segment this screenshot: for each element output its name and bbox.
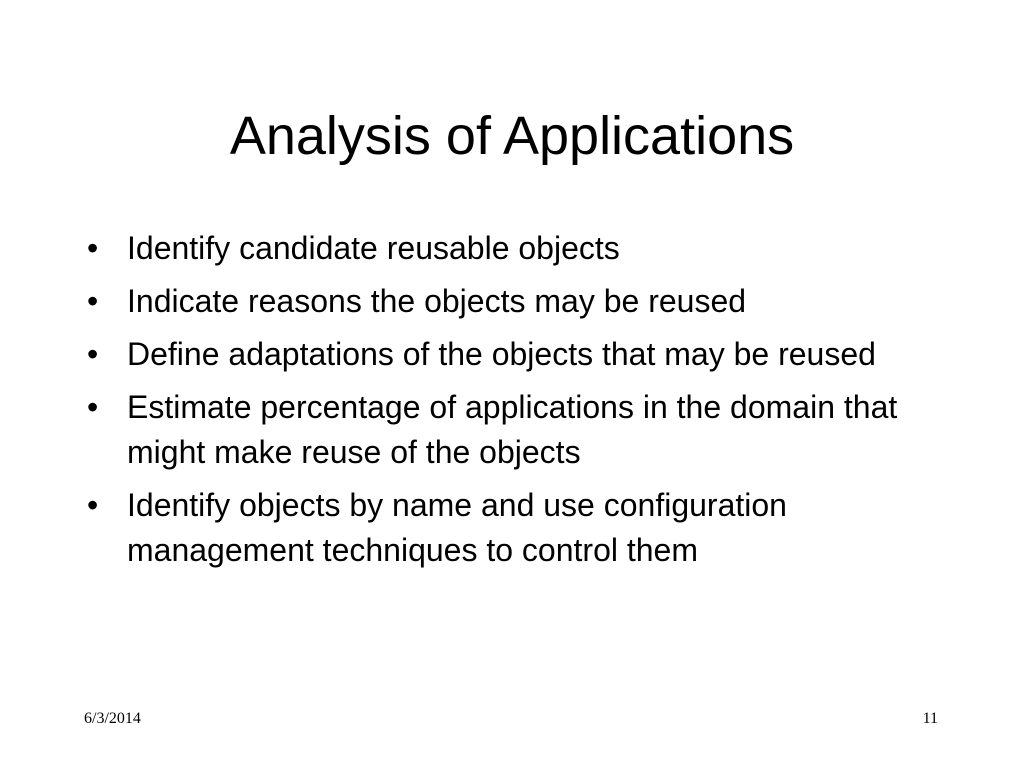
bullet-item xyxy=(87,279,947,324)
bullet-item xyxy=(87,385,947,475)
bullet-text: Indicate reasons the objects may be reused xyxy=(127,283,747,319)
bullet-text: Identify objects by name and use configuration management techniques to control them xyxy=(127,487,787,568)
bullet-icon: • xyxy=(87,336,99,372)
bullet-text: Identify candidate reusable objects xyxy=(127,230,620,266)
bullet-item xyxy=(87,483,947,573)
bullet-text: Estimate percentage of applications in the domain that might make reuse of the objects xyxy=(127,389,898,470)
footer-date: 6/3/2014 xyxy=(84,710,141,727)
bullet-list xyxy=(87,226,947,581)
bullet-icon: • xyxy=(87,487,99,523)
page-number: 11 xyxy=(922,710,938,727)
slide-title: Analysis of Applications xyxy=(229,106,795,166)
bullet-item xyxy=(87,332,947,377)
bullet-icon: • xyxy=(87,389,99,425)
bullet-icon: • xyxy=(87,230,99,266)
bullet-icon: • xyxy=(87,283,99,319)
bullet-item xyxy=(87,226,947,271)
bullet-text: Define adaptations of the objects that may be reused xyxy=(127,336,876,372)
